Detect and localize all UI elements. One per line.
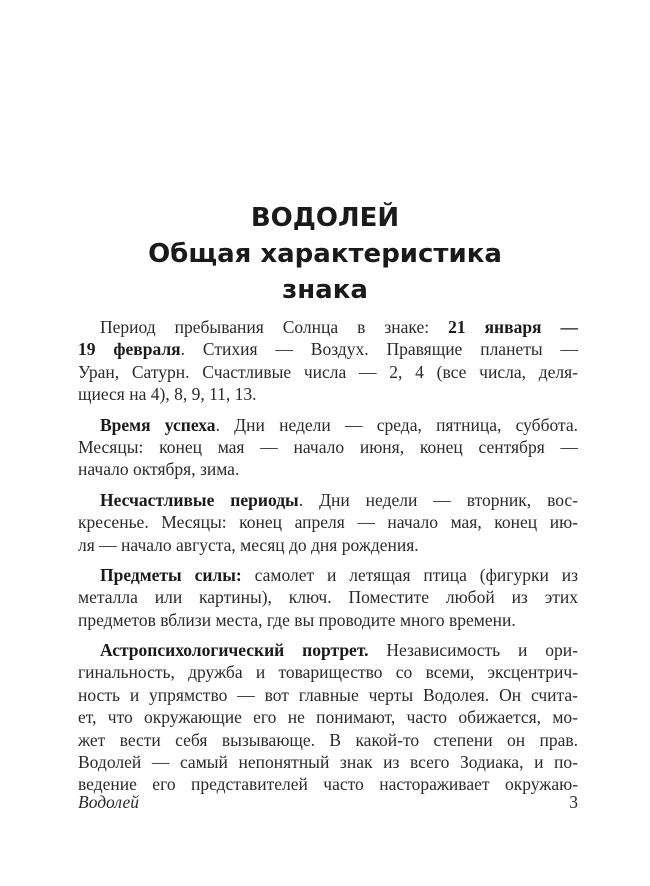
paragraph bbox=[78, 639, 578, 796]
text-run: ля — начало августа, месяц до дня рождения. bbox=[78, 534, 419, 555]
text-line bbox=[78, 511, 578, 533]
chapter-subtitle-line2: знака bbox=[282, 275, 368, 305]
text-line bbox=[78, 489, 578, 511]
text-run: Месяцы: конец мая — начало июня, конец сентября — bbox=[78, 436, 578, 457]
text-line bbox=[78, 534, 578, 556]
text-line bbox=[78, 458, 578, 480]
text-run: . Дни недели — среда, пятница, суббота. bbox=[215, 414, 578, 435]
text-line bbox=[78, 661, 578, 683]
body-text bbox=[78, 316, 578, 804]
bold-lead-in: 19 февраля bbox=[78, 339, 181, 360]
text-run: жет вести себя вызывающе. В какой-то степени он прав. bbox=[78, 729, 578, 750]
text-run: Независимость и ори- bbox=[368, 640, 578, 661]
text-line bbox=[78, 414, 578, 436]
text-run: Водолей — самый непонятный знак из всего Зодиака, и по- bbox=[78, 752, 578, 773]
page-number: 3 bbox=[569, 792, 578, 812]
text-run: металла или картины), ключ. Поместите любой из этих bbox=[78, 587, 578, 608]
bold-lead-in: Время успеха bbox=[100, 414, 216, 435]
paragraph bbox=[78, 414, 578, 481]
bold-lead-in: Астропсихологический портрет. bbox=[100, 640, 369, 661]
text-run: предметов вблизи места, где вы проводите много времени. bbox=[78, 609, 516, 630]
chapter-subtitle-line1: Общая характеристика bbox=[148, 239, 502, 269]
text-line bbox=[78, 609, 578, 631]
text-run: . Дни недели — вторник, вос- bbox=[298, 489, 578, 510]
text-line bbox=[78, 383, 578, 405]
page-footer bbox=[78, 792, 578, 813]
paragraph bbox=[78, 489, 578, 556]
text-run: ность и упрямство — вот главные черты Водолея. Он счита- bbox=[78, 684, 578, 705]
text-line bbox=[78, 684, 578, 706]
text-line bbox=[78, 729, 578, 751]
bold-lead-in: Предметы силы: bbox=[100, 564, 242, 585]
paragraph bbox=[78, 316, 578, 406]
text-run: ет, что окружающие его не понимают, часто обижается, мо- bbox=[78, 707, 578, 728]
text-run: ведение его представителей часто настораживает окружаю- bbox=[78, 774, 578, 795]
chapter-title bbox=[0, 200, 650, 308]
text-run: гинальность, дружба и товарищество со всеми, эксцентрич- bbox=[78, 662, 578, 683]
bold-lead-in: Несчастливые периоды bbox=[100, 489, 299, 510]
bold-lead-in: 21 января — bbox=[448, 317, 578, 337]
text-run: кресенье. Месяцы: конец апреля — начало мая, конец ию- bbox=[78, 512, 578, 533]
paragraph bbox=[78, 564, 578, 631]
text-line bbox=[78, 361, 578, 383]
text-line bbox=[78, 586, 578, 608]
text-line bbox=[78, 564, 578, 586]
text-run: . Стихия — Воздух. Правящие планеты — bbox=[180, 339, 578, 360]
text-run: Уран, Сатурн. Счастливые числа — 2, 4 (все числа, деля- bbox=[78, 361, 578, 382]
chapter-title-sign: ВОДОЛЕЙ bbox=[250, 203, 400, 233]
text-line bbox=[78, 436, 578, 458]
text-line bbox=[78, 316, 578, 338]
text-run: щиеся на 4), 8, 9, 11, 13. bbox=[78, 384, 257, 405]
text-run: начало октября, зима. bbox=[78, 459, 240, 480]
text-run: самолет и летящая птица (фигурки из bbox=[241, 564, 579, 585]
text-run: Период пребывания Солнца в знаке: bbox=[100, 317, 449, 337]
text-line bbox=[78, 751, 578, 773]
text-line bbox=[78, 338, 578, 360]
text-line bbox=[78, 639, 578, 661]
text-line bbox=[78, 706, 578, 728]
running-head: Водолей bbox=[78, 792, 139, 812]
